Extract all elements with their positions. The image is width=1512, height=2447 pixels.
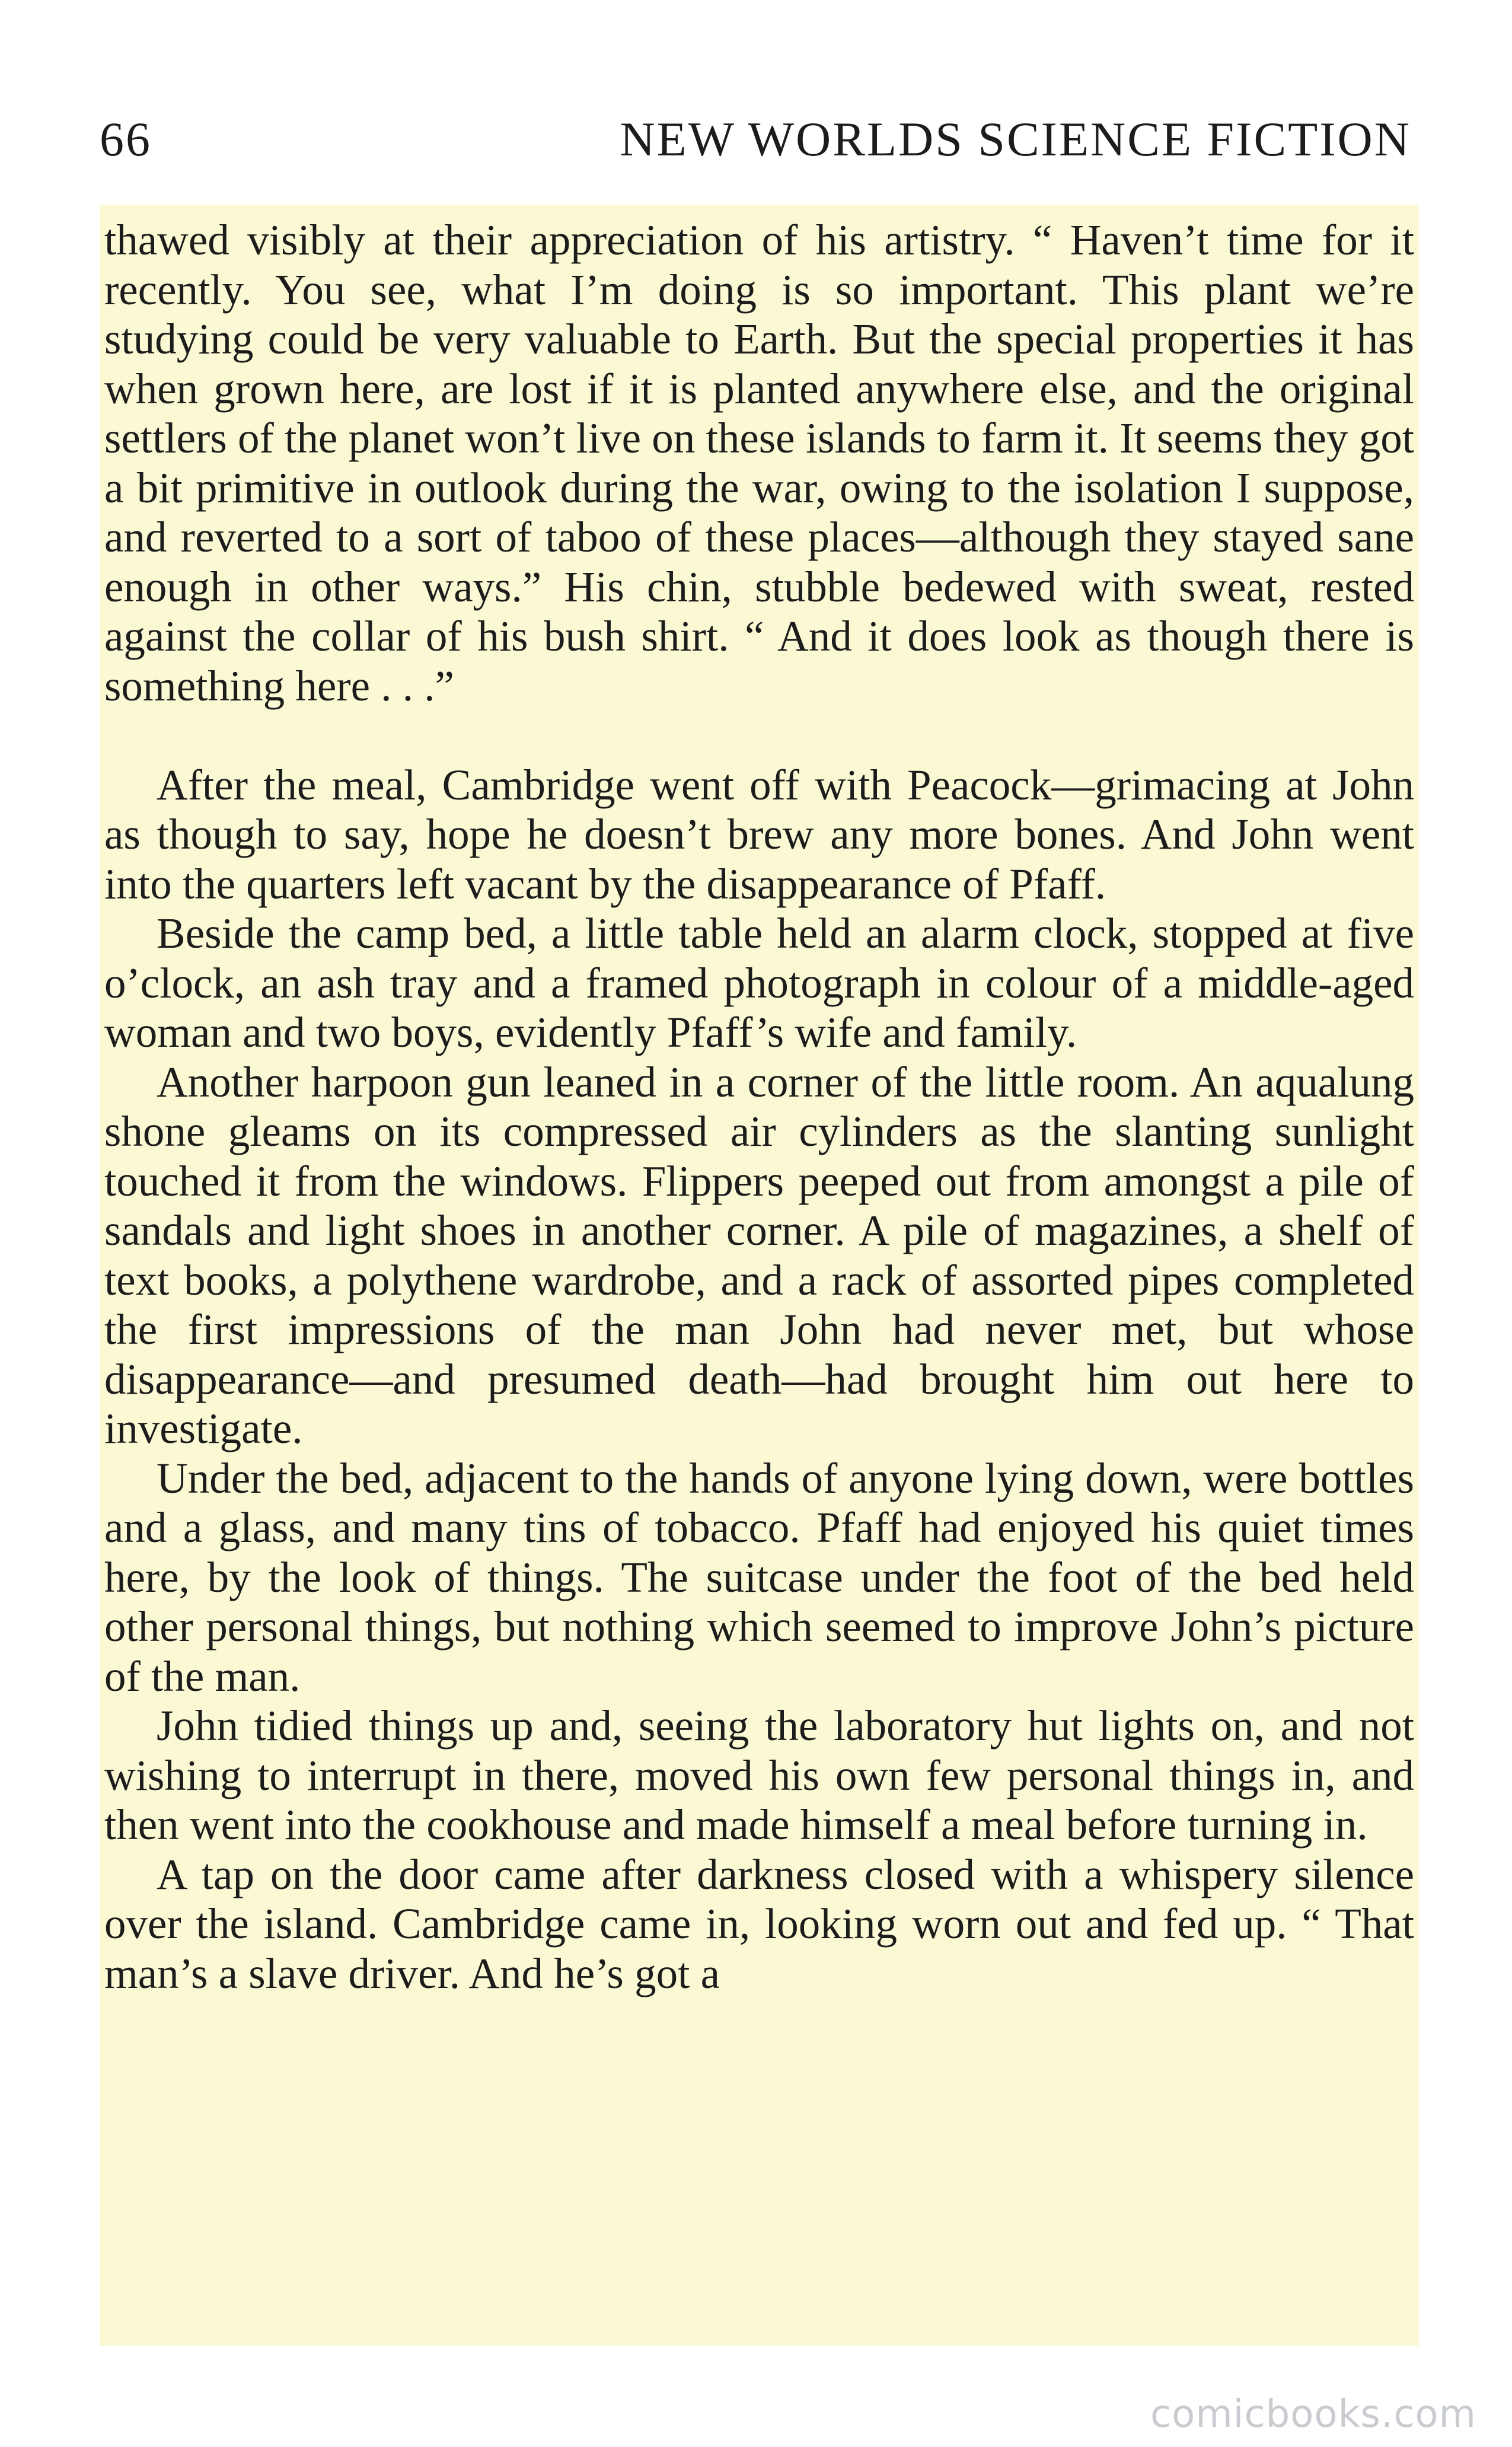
paragraph: Another harpoon gun leaned in a corner of the little room. An aqualung shone gleams on its compressed air cylinders as the slanting sunlight touched it from the windows. Flippers peeped out from amongst a pile of sandals and light shoes in another corner. A pile of magazines, a shelf of text books, a polythene wardrobe, and a rack of assorted pipes completed the first impressions of the man John had never met, but whose disappearance—and presumed death—had brought him out here to investigate. bbox=[104, 1057, 1414, 1452]
page-header bbox=[100, 107, 1411, 172]
paragraph: thawed visibly at their appreciation of his artistry. “ Haven’t time for it recently. You see, what I’m doing is so important. This plant we’re studying could be very valuable to Earth. But the special properties it has when grown here, are lost if it is planted anywhere else, and the original settlers of the planet won’t live on these islands to farm it. It seems they got a bit primitive in outlook during the war, owing to the isolation I suppose, and reverted to a sort of taboo of these places—although they stayed sane enough in other ways.” His chin, stubble bedewed with sweat, rested against the collar of his bush shirt. “ And it does look as though there is something here . . .” bbox=[104, 216, 1414, 710]
page-number: 66 bbox=[100, 112, 152, 166]
paragraph: Beside the camp bed, a little table held an alarm clock, stopped at five o’clock, an ash tray and a framed photograph in colour of a middle-aged woman and two boys, evidently Pfaff’s wife and family. bbox=[104, 909, 1414, 1056]
story-text-block bbox=[100, 205, 1419, 2346]
paragraph: A tap on the door came after darkness closed with a whispery silence over the island. Cambridge came in, looking worn out and fed up. “ That man’s a slave driver. And he’s got a bbox=[104, 1850, 1414, 1997]
paragraph: Under the bed, adjacent to the hands of anyone lying down, were bottles and a glass, and many tins of tobacco. Pfaff had enjoyed his quiet times here, by the look of things. The suitcase under the foot of the bed held other personal things, but nothing which seemed to improve John’s picture of the man. bbox=[104, 1454, 1414, 1700]
paragraph: John tidied things up and, seeing the laboratory hut lights on, and not wishing to interrupt in there, moved his own few personal things in, and then went into the cookhouse and made himself a meal before turning in. bbox=[104, 1702, 1414, 1849]
section-break bbox=[104, 710, 1414, 760]
paragraph: After the meal, Cambridge went off with Peacock—grimacing at John as though to say, hope he doesn’t brew any more bones. And John went into the quarters left vacant by the disappearance of Pfaff. bbox=[104, 760, 1414, 908]
running-title: NEW WORLDS SCIENCE FICTION bbox=[620, 112, 1411, 166]
watermark: comicbooks.com bbox=[1150, 2392, 1476, 2436]
